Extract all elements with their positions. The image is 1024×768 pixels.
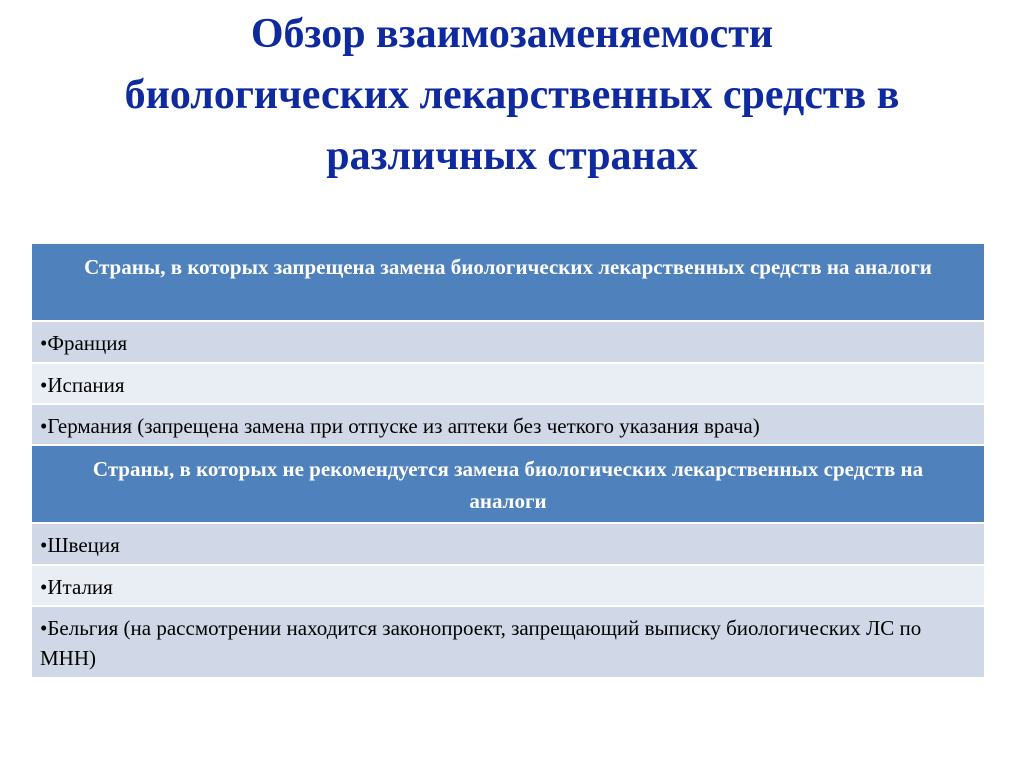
slide-title-line-1: Обзор взаимозаменяемости	[250, 11, 774, 57]
slide-title	[0, 4, 1024, 187]
list-item: •Германия (запрещена замена при отпуске из аптеки без четкого указания врача)	[32, 405, 984, 446]
slide-title-line-2: биологических лекарственных средств в	[124, 72, 900, 118]
list-item: •Италия	[32, 566, 984, 607]
section-header-prohibited: Страны, в которых запрещена замена биологических лекарственных средств на аналоги	[32, 244, 984, 322]
slide-title-line-3: различных странах	[326, 133, 698, 179]
section-header-not-recommended: Страны, в которых не рекомендуется замена биологических лекарственных средств на аналоги	[32, 446, 984, 524]
list-item: •Испания	[32, 364, 984, 405]
countries-table	[32, 244, 984, 679]
list-item: •Швеция	[32, 524, 984, 566]
list-item: •Бельгия (на рассмотрении находится законопроект, запрещающий выписку биологических ЛС по МНН)	[32, 607, 984, 679]
list-item: •Франция	[32, 322, 984, 364]
